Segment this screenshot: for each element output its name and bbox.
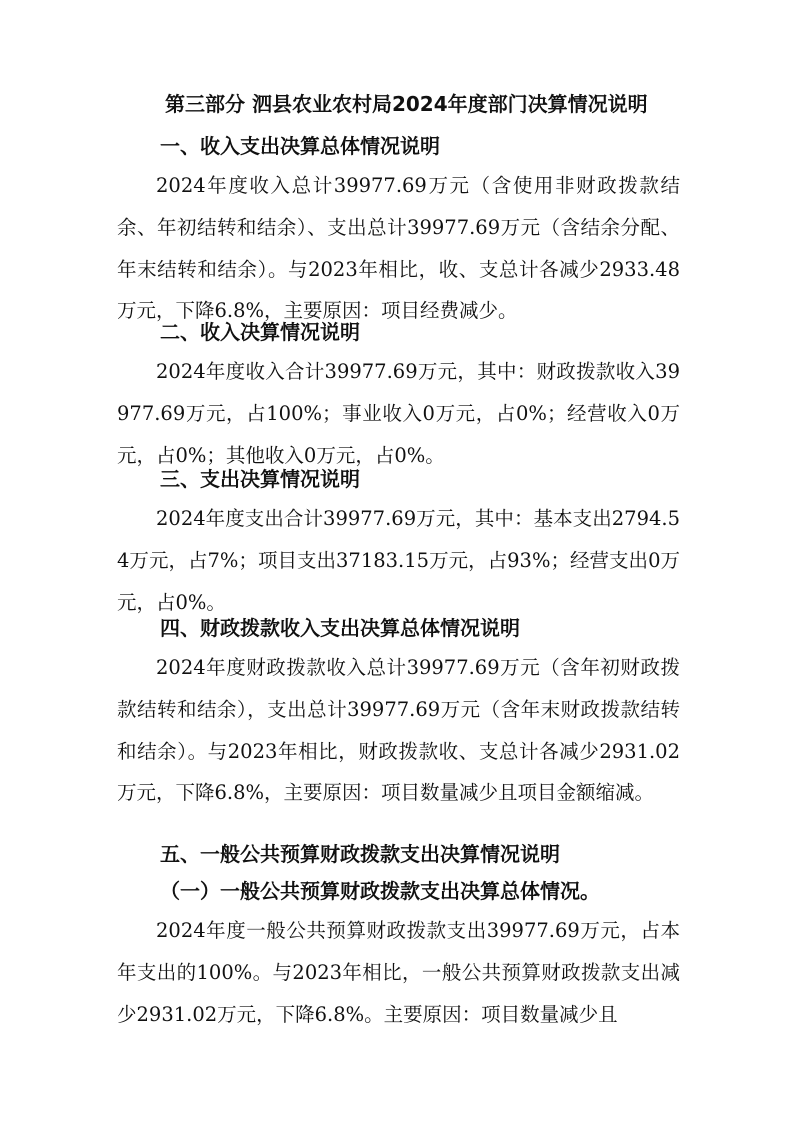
section-body-1: 2024年度收入总计39977.69万元（含使用非财政拨款结余、年初结转和结余）、支出总计39977.69万元（含结余分配、年末结转和结余）。与2023年相比，收、支总计各减少2933.48万元，下降6.8%，主要原因：项目经费减少。 (117, 174, 680, 323)
section-body-4: 2024年度财政拨款收入总计39977.69万元（含年初财政拨款结转和结余），支出总计39977.69万元（含年末财政拨款结转和结余）。与2023年相比，财政拨款收、支总计各减少2931.02万元，下降6.8%，主要原因：项目数量减少且项目金额缩减。 (117, 656, 680, 805)
section-heading-5: 五、一般公共预算财政拨款支出决算情况说明 (160, 842, 560, 866)
section-body-5: 2024年度一般公共预算财政拨款支出39977.69万元，占本年支出的100%。与2023年相比，一般公共预算财政拨款支出减少2931.02万元，下降6.8%。主要原因：项目数量减少且 (117, 919, 680, 1026)
section-heading-2: 二、收入决算情况说明 (160, 320, 360, 344)
section-body-2: 2024年度收入合计39977.69万元，其中：财政拨款收入39977.69万元，占100%；事业收入0万元，占0%；经营收入0万元，占0%；其他收入0万元，占0%。 (117, 360, 680, 467)
section-heading-1: 一、收入支出决算总体情况说明 (160, 134, 440, 158)
section-body-3: 2024年度支出合计39977.69万元，其中：基本支出2794.54万元，占7%；项目支出37183.15万元，占93%；经营支出0万元，占0%。 (117, 507, 680, 614)
section-subheading-5-1: （一）一般公共预算财政拨款支出决算总体情况。 (160, 879, 600, 903)
page-title: 第三部分 泗县农业农村局2024年度部门决算情况说明 (165, 92, 648, 116)
section-heading-4: 四、财政拨款收入支出决算总体情况说明 (160, 616, 520, 640)
section-heading-3: 三、支出决算情况说明 (160, 467, 360, 491)
